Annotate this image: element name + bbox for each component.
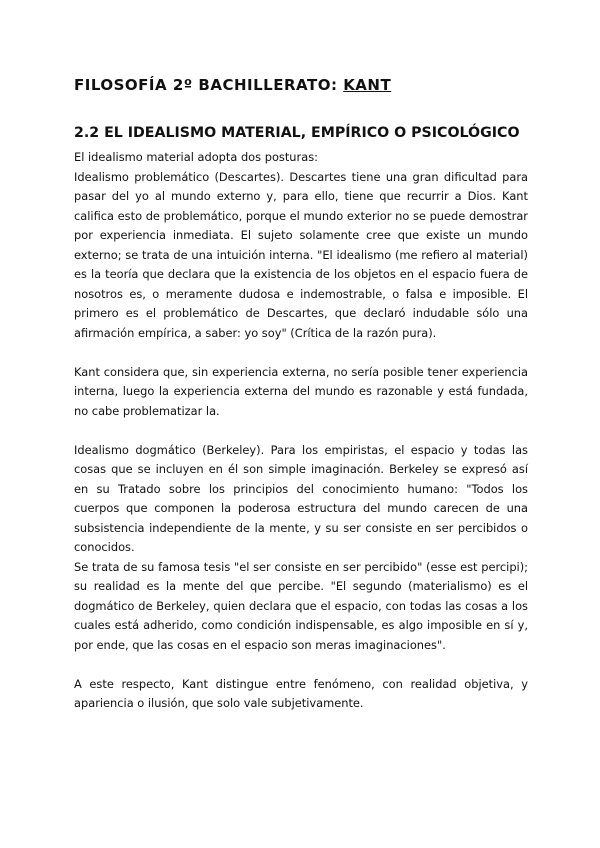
paragraph-problematic-idealism: Idealismo problemático (Descartes). Descartes tiene una gran dificultad para pasar del yo al mundo externo y, para ello, tiene que recurrir a Dios. Kant califica esto de problemático, porque el mundo exterior no se puede demostrar por experiencia inmediata. El sujeto solamente cree que existe un mundo externo; se trata de una intuición interna. "El idealismo (me refiero al material) es la teoría que declara que la existencia de los objetos en el espacio fuera de nosotros es, o meramente dudosa e indemostrable, o falsa e imposible. El primero es el problemático de Descartes, que declaró indudable sólo una afirmación empírica, a saber: yo soy" (Crítica de la razón pura). xyxy=(74,169,528,340)
paragraph-gap xyxy=(74,655,528,675)
paragraph-gap xyxy=(74,421,528,441)
paragraph-dogmatic-idealism: Idealismo dogmático (Berkeley). Para los empiristas, el espacio y todas las cosas que se incluyen en él son simple imaginación. Berkeley se expresó así en su Tratado sobre los principios del conocimiento humano: "Todos los cuerpos que componen la poderosa estructura del mundo carecen de una subsistencia independiente de la mente, y su ser consiste en ser percibidos o conocidos. xyxy=(74,442,528,554)
paragraph-conclusion: A este respecto, Kant distingue entre fenómeno, con realidad objetiva, y apariencia o ilusión, que solo vale subjetivamente. xyxy=(74,676,528,710)
title-subject: KANT xyxy=(343,76,392,94)
page-title xyxy=(74,76,391,94)
paragraph-gap xyxy=(74,343,528,363)
section-body xyxy=(74,148,528,714)
paragraph-intro: El idealismo material adopta dos posturas: xyxy=(74,150,318,164)
paragraph-esse-est-percipi: Se trata de su famosa tesis "el ser consiste en ser percibido" (esse est percipi); su realidad es la mente del que percibe. "El segundo (materialismo) es el dogmático de Berkeley, quien declara que el espacio, con todas las cosas a los cuales está adherido, como condición indispensable, es algo imposible en sí y, por ende, que las cosas en el espacio son meras imaginaciones". xyxy=(74,559,528,652)
title-prefix: FILOSOFÍA 2º BACHILLERATO: xyxy=(74,76,344,94)
section-heading: 2.2 EL IDEALISMO MATERIAL, EMPÍRICO O PSICOLÓGICO xyxy=(74,125,520,141)
paragraph-kant-view: Kant considera que, sin experiencia externa, no sería posible tener experiencia interna, luego la experiencia externa del mundo es razonable y está fundada, no cabe problematizar la. xyxy=(74,364,528,418)
